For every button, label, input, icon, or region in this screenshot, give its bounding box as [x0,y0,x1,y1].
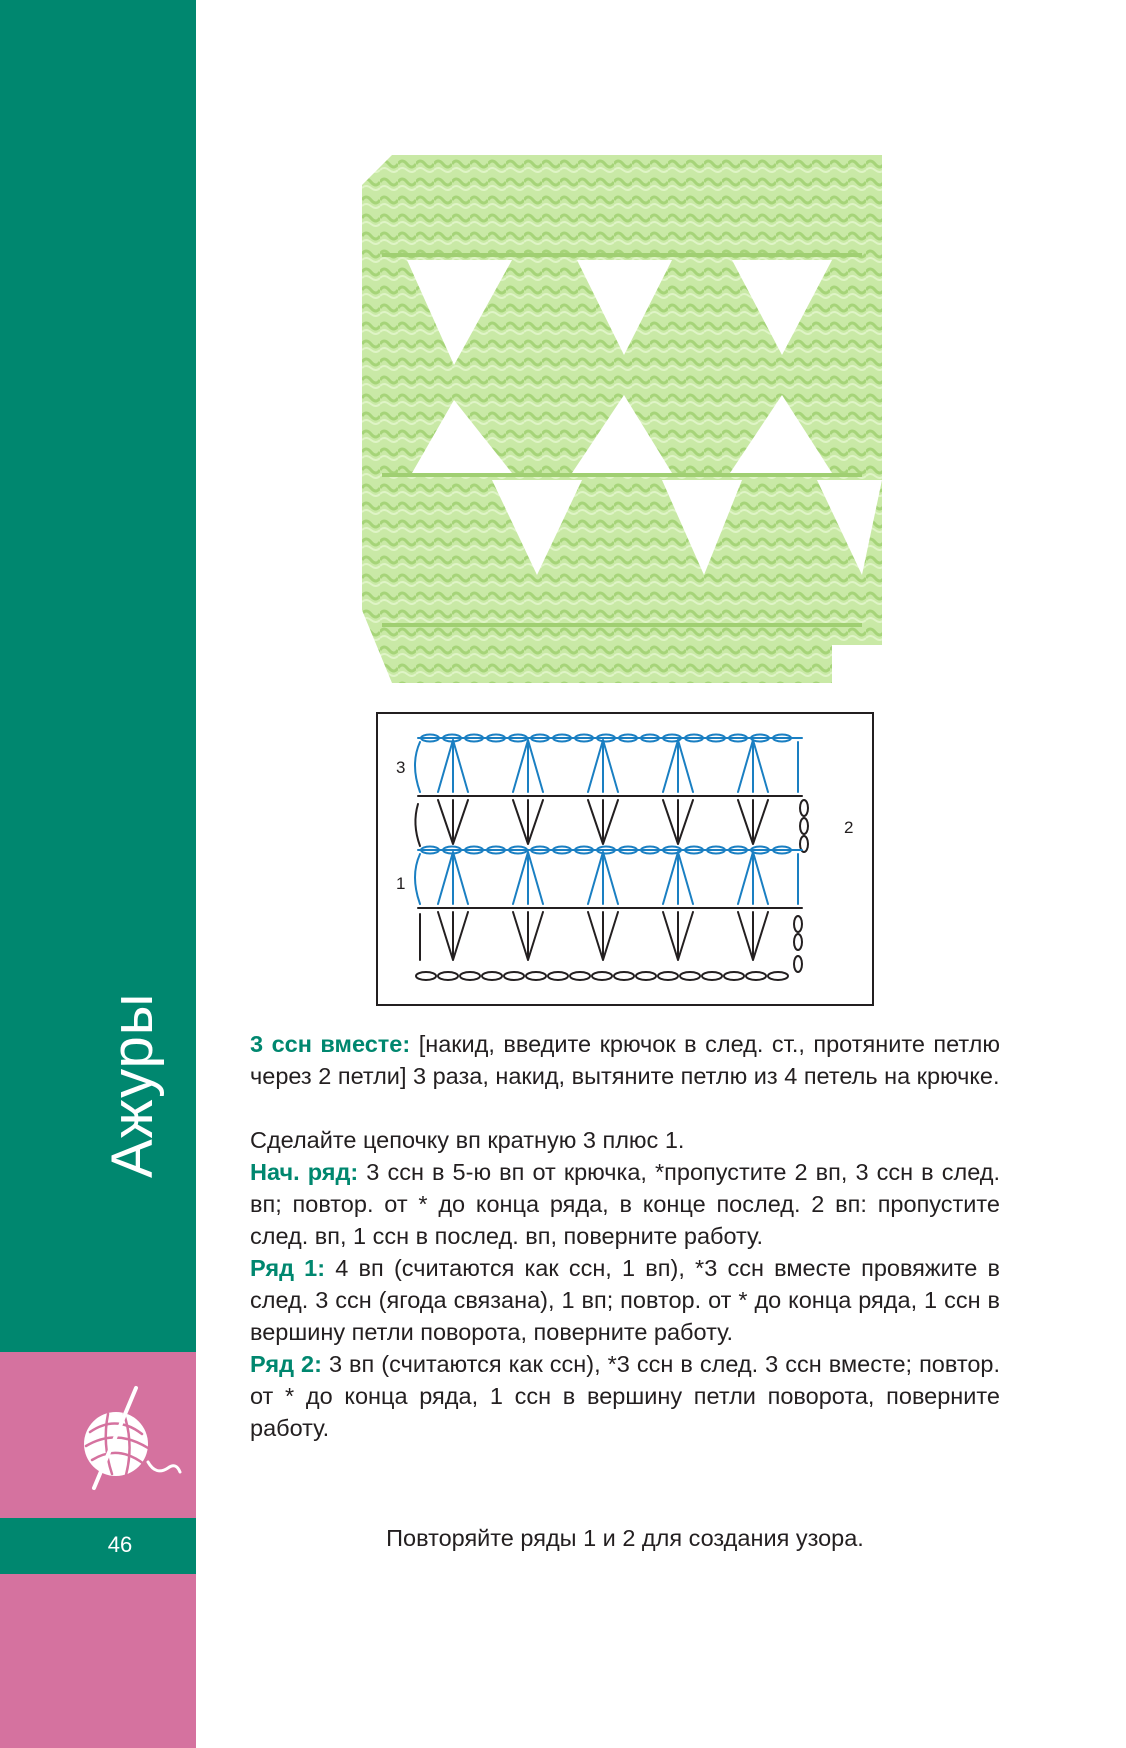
page-number: 46 [107,1532,133,1557]
sidebar-green-band [0,0,196,1352]
closing-line: Повторяйте ряды 1 и 2 для создания узора. [386,1525,864,1551]
row-start-paragraph [250,1156,1000,1252]
section-title: Ажуры [100,992,165,1178]
swatch-photo [362,155,882,683]
row2-body: 3 вп (считаются как ссн), *3 ссн в след. 3 ссн вместе; повтор. от * до конца ряда, 1 ссн в вершину петли поворота, поверните работу. [250,1351,1001,1441]
crochet-diagram [376,712,874,1006]
row-label-3: 3 [396,758,406,777]
row1-label: Ряд 1: [250,1255,326,1281]
row-start-body: 3 ссн в 5-ю вп от крючка, *пропустите 2 вп, 3 ссн в след. вп; повтор. от * до конца ряда, в конце послед. 2 вп: пропустите след. вп, 1 ссн в послед. вп, поверните работу. [250,1159,1000,1249]
definition-term: 3 ссн вместе: [250,1031,411,1057]
instructions [250,1028,1000,1444]
sidebar-pink-footer [0,1574,196,1748]
definition-body: [накид, введите крючок в след. ст., протяните петлю через 2 петли] 3 раза, накид, вытяните петлю из 4 петель на крючке. [250,1031,1000,1089]
row-start-label: Нач. ряд: [250,1159,359,1185]
row2-label: Ряд 2: [250,1351,322,1377]
row1-body: 4 вп (считаются как ссн, 1 вп), *3 ссн вместе провяжите в след. 3 ссн (ягода связана), 1 вп; повтор. от * до конца ряда, 1 ссн в вершину петли поворота, поверните работу. [250,1255,1000,1345]
yarn-ball-icon [72,1384,182,1494]
sidebar [0,0,196,1748]
row1-paragraph [250,1252,1000,1348]
row-label-2: 2 [844,818,854,837]
definition-paragraph [250,1028,1000,1092]
foundation-instruction: Сделайте цепочку вп кратную 3 плюс 1. [250,1127,685,1153]
row2-paragraph [250,1348,1000,1444]
row-label-1: 1 [396,874,406,893]
